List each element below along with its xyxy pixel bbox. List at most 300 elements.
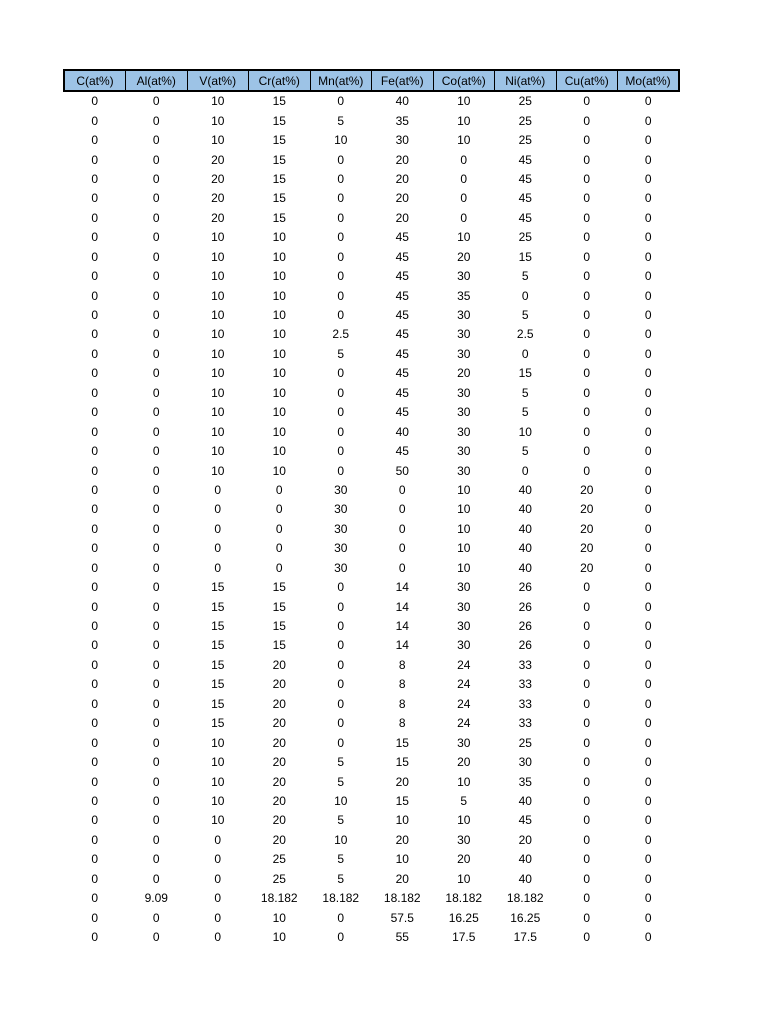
table-cell[interactable]: 15 [211,638,225,653]
table-cell[interactable]: 0 [644,541,652,556]
table-cell[interactable]: 25 [272,871,286,886]
table-cell[interactable]: 0 [91,832,99,847]
table-cell[interactable]: 0 [583,424,591,439]
table-cell[interactable]: 33 [518,677,532,692]
column-header[interactable]: Cr(at%) [249,70,311,91]
table-cell[interactable]: 0 [337,444,345,459]
column-header[interactable]: Mn(at%) [310,70,372,91]
table-cell[interactable]: 10 [211,230,225,245]
table-cell[interactable]: 0 [644,891,652,906]
table-cell[interactable]: 0 [644,638,652,653]
table-cell[interactable]: 0 [583,385,591,400]
table-cell[interactable]: 15 [211,677,225,692]
table-cell[interactable]: 0 [275,502,283,517]
table-cell[interactable]: 0 [91,385,99,400]
table-cell[interactable]: 45 [518,813,532,828]
table-cell[interactable]: 0 [152,619,160,634]
table-cell[interactable]: 0 [91,463,99,478]
table-cell[interactable]: 30 [457,424,471,439]
table-cell[interactable]: 0 [398,482,406,497]
table-cell[interactable]: 0 [583,852,591,867]
table-cell[interactable]: 0 [644,171,652,186]
table-cell[interactable]: 0 [337,366,345,381]
table-cell[interactable]: 0 [152,171,160,186]
table-cell[interactable]: 0 [644,308,652,323]
table-cell[interactable]: 0 [644,210,652,225]
table-cell[interactable]: 0 [583,657,591,672]
table-cell[interactable]: 5 [337,871,345,886]
table-cell[interactable]: 0 [521,346,529,361]
table-cell[interactable]: 0 [521,463,529,478]
table-cell[interactable]: 10 [457,133,471,148]
table-cell[interactable]: 0 [583,171,591,186]
table-cell[interactable]: 15 [272,94,286,109]
table-cell[interactable]: 30 [457,327,471,342]
table-cell[interactable]: 24 [457,716,471,731]
table-cell[interactable]: 10 [272,930,286,945]
table-cell[interactable]: 0 [644,696,652,711]
table-cell[interactable]: 0 [214,482,222,497]
table-cell[interactable]: 15 [211,580,225,595]
table-cell[interactable]: 0 [91,755,99,770]
table-cell[interactable]: 0 [644,269,652,284]
table-cell[interactable]: 0 [583,191,591,206]
table-cell[interactable]: 24 [457,696,471,711]
table-cell[interactable]: 9.09 [144,891,168,906]
table-cell[interactable]: 15 [211,696,225,711]
table-cell[interactable]: 25 [518,133,532,148]
table-cell[interactable]: 0 [644,366,652,381]
table-cell[interactable]: 0 [583,327,591,342]
table-cell[interactable]: 0 [91,696,99,711]
table-cell[interactable]: 26 [518,599,532,614]
table-cell[interactable]: 0 [337,288,345,303]
table-cell[interactable]: 10 [211,755,225,770]
table-cell[interactable]: 40 [395,424,409,439]
table-cell[interactable]: 0 [644,852,652,867]
table-cell[interactable]: 10 [457,813,471,828]
table-cell[interactable]: 14 [395,619,409,634]
table-cell[interactable]: 0 [583,735,591,750]
table-cell[interactable]: 30 [457,463,471,478]
table-cell[interactable]: 10 [395,813,409,828]
table-cell[interactable]: 0 [644,735,652,750]
table-cell[interactable]: 0 [91,716,99,731]
table-cell[interactable]: 0 [337,716,345,731]
table-cell[interactable]: 25 [518,113,532,128]
table-cell[interactable]: 8 [398,657,406,672]
table-cell[interactable]: 0 [398,521,406,536]
table-cell[interactable]: 0 [644,755,652,770]
table-cell[interactable]: 0 [583,755,591,770]
table-cell[interactable]: 0 [644,502,652,517]
table-cell[interactable]: 25 [518,94,532,109]
table-cell[interactable]: 0 [91,541,99,556]
table-cell[interactable]: 10 [211,774,225,789]
table-cell[interactable]: 10 [272,288,286,303]
table-cell[interactable]: 0 [583,152,591,167]
table-cell[interactable]: 0 [152,327,160,342]
table-cell[interactable]: 0 [214,910,222,925]
table-cell[interactable]: 0 [214,502,222,517]
table-cell[interactable]: 26 [518,619,532,634]
table-cell[interactable]: 20 [272,793,286,808]
column-header[interactable]: Fe(at%) [372,70,434,91]
table-cell[interactable]: 10 [211,735,225,750]
table-cell[interactable]: 0 [152,560,160,575]
table-cell[interactable]: 0 [275,560,283,575]
table-cell[interactable]: 20 [211,210,225,225]
table-cell[interactable]: 0 [152,502,160,517]
table-cell[interactable]: 0 [583,249,591,264]
table-cell[interactable]: 10 [272,463,286,478]
table-cell[interactable]: 0 [91,599,99,614]
table-cell[interactable]: 0 [644,793,652,808]
table-cell[interactable]: 0 [337,638,345,653]
table-cell[interactable]: 0 [91,269,99,284]
table-cell[interactable]: 15 [395,735,409,750]
table-cell[interactable]: 15 [395,755,409,770]
table-cell[interactable]: 0 [152,521,160,536]
table-cell[interactable]: 0 [91,424,99,439]
table-cell[interactable]: 0 [583,405,591,420]
table-cell[interactable]: 0 [152,152,160,167]
table-cell[interactable]: 0 [91,249,99,264]
table-cell[interactable]: 0 [583,910,591,925]
table-cell[interactable]: 18.182 [445,891,483,906]
table-cell[interactable]: 0 [337,405,345,420]
table-cell[interactable]: 5 [521,444,529,459]
table-cell[interactable]: 40 [518,541,532,556]
table-cell[interactable]: 20 [395,191,409,206]
table-cell[interactable]: 20 [457,852,471,867]
table-cell[interactable]: 24 [457,677,471,692]
table-cell[interactable]: 15 [272,171,286,186]
table-cell[interactable]: 0 [460,210,468,225]
table-cell[interactable]: 0 [583,269,591,284]
table-cell[interactable]: 8 [398,677,406,692]
table-cell[interactable]: 0 [398,502,406,517]
table-cell[interactable]: 0 [644,930,652,945]
table-cell[interactable]: 15 [211,716,225,731]
table-cell[interactable]: 40 [518,871,532,886]
table-cell[interactable]: 0 [583,716,591,731]
table-cell[interactable]: 20 [211,191,225,206]
table-cell[interactable]: 20 [272,735,286,750]
table-cell[interactable]: 20 [272,716,286,731]
table-cell[interactable]: 45 [518,191,532,206]
table-cell[interactable]: 0 [152,930,160,945]
table-cell[interactable]: 0 [644,677,652,692]
table-cell[interactable]: 10 [211,405,225,420]
table-cell[interactable]: 14 [395,599,409,614]
table-cell[interactable]: 15 [272,133,286,148]
table-cell[interactable]: 10 [457,871,471,886]
table-cell[interactable]: 17.5 [452,930,476,945]
table-cell[interactable]: 10 [211,113,225,128]
table-cell[interactable]: 15 [211,657,225,672]
table-cell[interactable]: 20 [457,249,471,264]
table-cell[interactable]: 20 [580,560,594,575]
table-cell[interactable]: 0 [91,308,99,323]
table-cell[interactable]: 5 [521,308,529,323]
table-cell[interactable]: 0 [275,521,283,536]
table-cell[interactable]: 0 [152,599,160,614]
table-cell[interactable]: 10 [211,327,225,342]
table-cell[interactable]: 20 [211,152,225,167]
table-cell[interactable]: 45 [518,152,532,167]
table-cell[interactable]: 0 [644,657,652,672]
table-cell[interactable]: 0 [91,113,99,128]
table-cell[interactable]: 30 [457,832,471,847]
table-cell[interactable]: 0 [337,171,345,186]
table-cell[interactable]: 15 [272,638,286,653]
table-cell[interactable]: 0 [644,832,652,847]
table-cell[interactable]: 16.25 [448,910,479,925]
table-cell[interactable]: 20 [272,696,286,711]
table-cell[interactable]: 0 [337,657,345,672]
column-header[interactable]: Cu(at%) [556,70,618,91]
table-cell[interactable]: 0 [91,891,99,906]
table-cell[interactable]: 0 [152,677,160,692]
table-cell[interactable]: 25 [518,735,532,750]
table-cell[interactable]: 0 [337,910,345,925]
table-cell[interactable]: 5 [337,113,345,128]
table-cell[interactable]: 20 [580,521,594,536]
table-cell[interactable]: 10 [272,385,286,400]
table-cell[interactable]: 50 [395,463,409,478]
table-cell[interactable]: 2.5 [332,327,350,342]
table-cell[interactable]: 0 [152,755,160,770]
table-cell[interactable]: 0 [644,774,652,789]
table-cell[interactable]: 0 [337,677,345,692]
table-cell[interactable]: 0 [583,133,591,148]
table-cell[interactable]: 0 [91,152,99,167]
table-cell[interactable]: 0 [152,191,160,206]
table-cell[interactable]: 0 [644,288,652,303]
table-cell[interactable]: 0 [152,385,160,400]
table-cell[interactable]: 0 [214,871,222,886]
table-cell[interactable]: 5 [521,405,529,420]
table-cell[interactable]: 10 [211,793,225,808]
table-cell[interactable]: 26 [518,638,532,653]
table-cell[interactable]: 0 [91,560,99,575]
table-cell[interactable]: 0 [91,657,99,672]
table-cell[interactable]: 0 [214,930,222,945]
table-cell[interactable]: 8 [398,696,406,711]
table-cell[interactable]: 10 [272,444,286,459]
table-cell[interactable]: 45 [395,327,409,342]
table-cell[interactable]: 0 [152,249,160,264]
table-cell[interactable]: 45 [395,269,409,284]
table-cell[interactable]: 0 [583,444,591,459]
table-cell[interactable]: 30 [457,599,471,614]
table-cell[interactable]: 0 [152,288,160,303]
column-header[interactable]: Ni(at%) [495,70,557,91]
table-cell[interactable]: 0 [91,327,99,342]
table-cell[interactable]: 30 [457,269,471,284]
table-cell[interactable]: 10 [272,910,286,925]
table-cell[interactable]: 10 [334,832,348,847]
table-cell[interactable]: 15 [272,152,286,167]
table-cell[interactable]: 30 [457,444,471,459]
table-cell[interactable]: 0 [91,444,99,459]
table-cell[interactable]: 0 [275,541,283,556]
table-cell[interactable]: 0 [583,230,591,245]
table-cell[interactable]: 0 [337,94,345,109]
table-cell[interactable]: 0 [337,619,345,634]
table-cell[interactable]: 0 [337,308,345,323]
table-cell[interactable]: 0 [583,813,591,828]
table-cell[interactable]: 0 [275,482,283,497]
table-cell[interactable]: 0 [91,793,99,808]
table-cell[interactable]: 0 [583,832,591,847]
table-cell[interactable]: 0 [337,152,345,167]
table-cell[interactable]: 35 [395,113,409,128]
table-cell[interactable]: 14 [395,638,409,653]
table-cell[interactable]: 0 [460,191,468,206]
table-cell[interactable]: 5 [337,813,345,828]
table-cell[interactable]: 0 [152,269,160,284]
table-cell[interactable]: 10 [272,327,286,342]
table-cell[interactable]: 20 [580,541,594,556]
column-header[interactable]: C(at%) [64,70,126,91]
table-cell[interactable]: 0 [91,210,99,225]
table-cell[interactable]: 0 [644,133,652,148]
table-cell[interactable]: 10 [211,94,225,109]
table-cell[interactable]: 0 [91,521,99,536]
table-cell[interactable]: 10 [272,230,286,245]
table-cell[interactable]: 45 [395,385,409,400]
table-cell[interactable]: 0 [337,930,345,945]
column-header[interactable]: V(at%) [187,70,249,91]
table-cell[interactable]: 24 [457,657,471,672]
table-cell[interactable]: 10 [457,230,471,245]
table-cell[interactable]: 0 [152,871,160,886]
table-cell[interactable]: 33 [518,716,532,731]
table-cell[interactable]: 0 [644,463,652,478]
table-cell[interactable]: 10 [395,852,409,867]
table-cell[interactable]: 0 [583,930,591,945]
table-cell[interactable]: 0 [583,288,591,303]
table-cell[interactable]: 30 [457,405,471,420]
table-cell[interactable]: 0 [583,113,591,128]
table-cell[interactable]: 0 [91,171,99,186]
table-cell[interactable]: 0 [152,210,160,225]
table-cell[interactable]: 10 [272,249,286,264]
table-cell[interactable]: 0 [214,541,222,556]
table-cell[interactable]: 10 [334,793,348,808]
table-cell[interactable]: 0 [91,346,99,361]
table-cell[interactable]: 20 [395,210,409,225]
table-cell[interactable]: 10 [211,366,225,381]
table-cell[interactable]: 5 [460,793,468,808]
table-cell[interactable]: 10 [457,502,471,517]
table-cell[interactable]: 20 [272,677,286,692]
table-cell[interactable]: 0 [460,171,468,186]
table-cell[interactable]: 0 [644,482,652,497]
table-cell[interactable]: 0 [214,832,222,847]
table-cell[interactable]: 18.182 [506,891,544,906]
table-cell[interactable]: 0 [644,619,652,634]
table-cell[interactable]: 8 [398,716,406,731]
column-header[interactable]: Co(at%) [433,70,495,91]
table-cell[interactable]: 30 [457,638,471,653]
table-cell[interactable]: 10 [272,308,286,323]
table-cell[interactable]: 0 [644,599,652,614]
table-cell[interactable]: 45 [395,405,409,420]
table-cell[interactable]: 0 [152,113,160,128]
table-cell[interactable]: 0 [337,580,345,595]
table-cell[interactable]: 2.5 [516,327,534,342]
table-cell[interactable]: 40 [518,482,532,497]
table-cell[interactable]: 0 [91,677,99,692]
column-header[interactable]: Mo(at%) [618,70,680,91]
table-cell[interactable]: 0 [337,696,345,711]
table-cell[interactable]: 10 [211,269,225,284]
table-cell[interactable]: 30 [395,133,409,148]
table-cell[interactable]: 0 [644,444,652,459]
table-cell[interactable]: 45 [518,210,532,225]
table-cell[interactable]: 0 [460,152,468,167]
table-cell[interactable]: 0 [152,482,160,497]
table-cell[interactable]: 40 [518,521,532,536]
table-cell[interactable]: 5 [337,852,345,867]
table-cell[interactable]: 0 [91,133,99,148]
table-cell[interactable]: 0 [152,580,160,595]
table-cell[interactable]: 10 [457,521,471,536]
table-cell[interactable]: 0 [337,424,345,439]
table-cell[interactable]: 0 [644,910,652,925]
table-cell[interactable]: 20 [272,832,286,847]
table-cell[interactable]: 0 [152,94,160,109]
table-cell[interactable]: 0 [152,638,160,653]
table-cell[interactable]: 0 [644,113,652,128]
table-cell[interactable]: 0 [91,405,99,420]
table-cell[interactable]: 0 [91,910,99,925]
table-cell[interactable]: 10 [518,424,532,439]
table-cell[interactable]: 20 [395,871,409,886]
table-cell[interactable]: 20 [272,755,286,770]
table-cell[interactable]: 45 [395,249,409,264]
table-cell[interactable]: 10 [272,366,286,381]
table-cell[interactable]: 0 [337,210,345,225]
table-cell[interactable]: 15 [272,210,286,225]
table-cell[interactable]: 40 [395,94,409,109]
table-cell[interactable]: 15 [211,599,225,614]
table-cell[interactable]: 0 [91,774,99,789]
table-cell[interactable]: 0 [152,230,160,245]
table-cell[interactable]: 0 [521,288,529,303]
table-cell[interactable]: 20 [457,755,471,770]
table-cell[interactable]: 0 [152,696,160,711]
table-cell[interactable]: 0 [583,793,591,808]
table-cell[interactable]: 5 [521,269,529,284]
table-cell[interactable]: 0 [152,852,160,867]
table-cell[interactable]: 10 [457,560,471,575]
table-cell[interactable]: 0 [644,560,652,575]
table-cell[interactable]: 0 [91,366,99,381]
table-cell[interactable]: 0 [91,619,99,634]
table-cell[interactable]: 0 [644,346,652,361]
table-cell[interactable]: 30 [518,755,532,770]
table-cell[interactable]: 15 [395,793,409,808]
table-cell[interactable]: 0 [152,366,160,381]
table-cell[interactable]: 0 [91,871,99,886]
table-cell[interactable]: 0 [583,774,591,789]
table-cell[interactable]: 5 [337,755,345,770]
table-cell[interactable]: 0 [583,366,591,381]
